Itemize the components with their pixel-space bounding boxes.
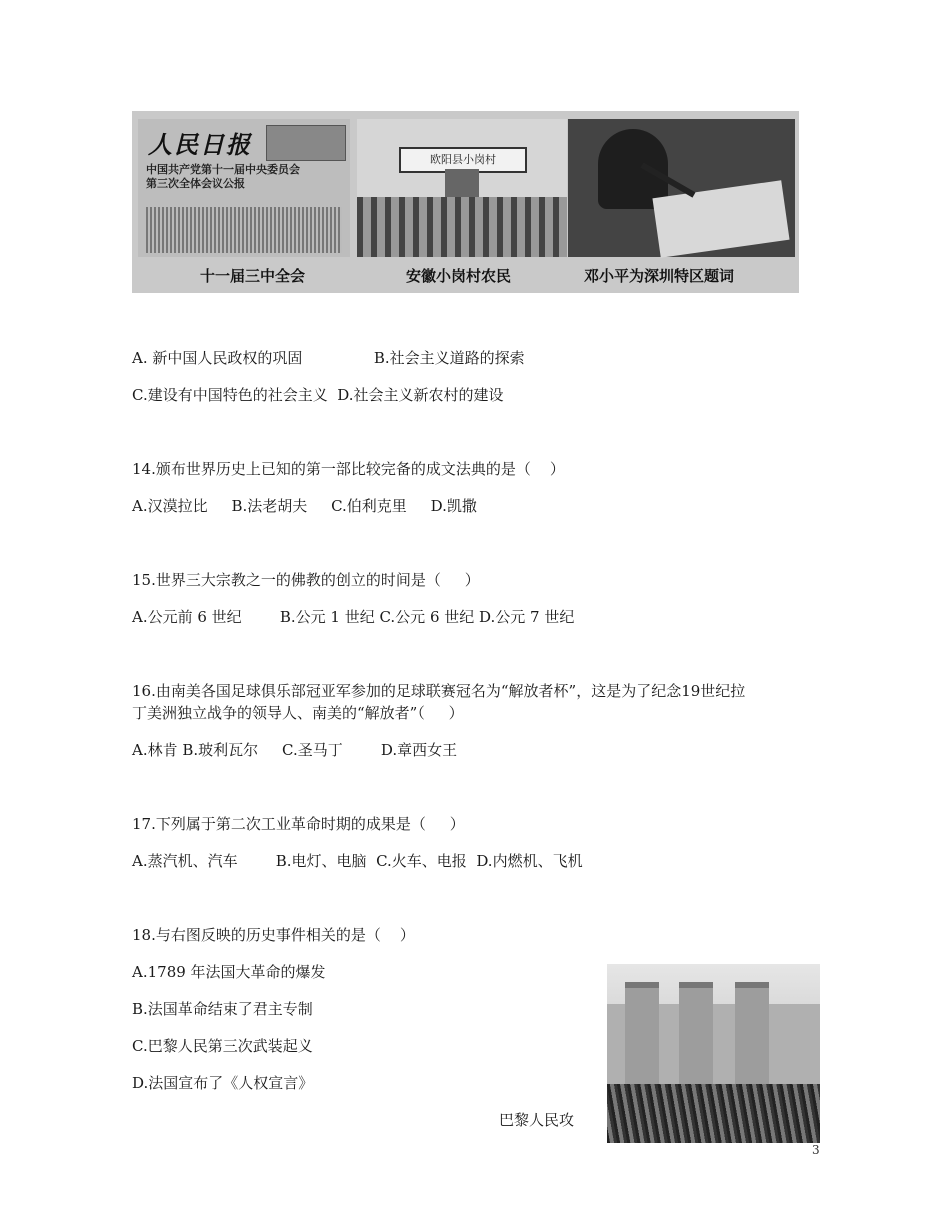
newspaper-photo xyxy=(138,119,350,257)
q13-options-line-1: A. 新中国人民政权的巩固 B.社会主义道路的探索 xyxy=(132,349,525,367)
page-number: 3 xyxy=(812,1143,820,1157)
newspaper-text-block xyxy=(146,207,342,253)
monument-shape xyxy=(445,169,479,199)
fortress-tower xyxy=(679,982,713,1098)
deng-calligraphy-photo xyxy=(568,119,795,257)
calligraphy-paper xyxy=(652,180,789,258)
storming-of-bastille-picture xyxy=(607,964,820,1143)
q15-options: A.公元前 6 世纪 B.公元 1 世纪 C.公元 6 世纪 D.公元 7 世纪 xyxy=(132,608,575,626)
q15-stem: 15.世界三大宗教之一的佛教的创立的时间是（ ） xyxy=(132,571,480,589)
bastille-caption: 巴黎人民攻 xyxy=(499,1111,575,1129)
collage-caption-2: 安徽小岗村农民 xyxy=(406,267,512,285)
q17-stem: 17.下列属于第二次工业革命时期的成果是（ ） xyxy=(132,815,465,833)
newspaper-masthead: 人民日报 xyxy=(148,130,252,159)
q17-options: A.蒸汽机、汽车 B.电灯、电脑 C.火车、电报 D.内燃机、飞机 xyxy=(132,852,583,870)
q14-options: A.汉漠拉比 B.法老胡夫 C.伯利克里 D.凯撒 xyxy=(132,497,477,515)
crowd-shape xyxy=(357,197,567,257)
q16-options: A.林肯 B.玻利瓦尔 C.圣马丁 D.章西女王 xyxy=(132,741,458,759)
q16-stem-line-1: 16.由南美各国足球俱乐部冠亚军参加的足球联赛冠名为“解放者杯”，这是为了纪念19世纪拉 xyxy=(132,682,746,700)
newspaper-box xyxy=(266,125,346,161)
village-banner: 欧阳县小岗村 xyxy=(399,147,527,173)
xiaogang-village-photo xyxy=(357,119,567,257)
q18-option-d: D.法国宣布了《人权宣言》 xyxy=(132,1074,314,1092)
q14-stem: 14.颁布世界历史上已知的第一部比较完备的成文法典的是（ ） xyxy=(132,460,565,478)
fortress-tower xyxy=(625,982,659,1098)
q16-stem-line-2: 丁美洲独立战争的领导人、南美的“解放者”（ ） xyxy=(132,704,464,722)
history-photo-collage xyxy=(132,111,799,293)
collage-caption-3: 邓小平为深圳特区题词 xyxy=(584,267,735,285)
collage-caption-1: 十一届三中全会 xyxy=(200,267,306,285)
q18-option-a: A.1789 年法国大革命的爆发 xyxy=(132,963,326,981)
q18-option-c: C.巴黎人民第三次武装起义 xyxy=(132,1037,313,1055)
q13-options-line-2: C.建设有中国特色的社会主义 D.社会主义新农村的建设 xyxy=(132,386,504,404)
q18-option-b: B.法国革命结束了君主专制 xyxy=(132,1000,313,1018)
q18-stem: 18.与右图反映的历史事件相关的是（ ） xyxy=(132,926,415,944)
crowd-shape xyxy=(607,1084,820,1143)
newspaper-headline: 中国共产党第十一届中央委员会第三次全体会议公报 xyxy=(146,163,300,190)
fortress-tower xyxy=(735,982,769,1098)
